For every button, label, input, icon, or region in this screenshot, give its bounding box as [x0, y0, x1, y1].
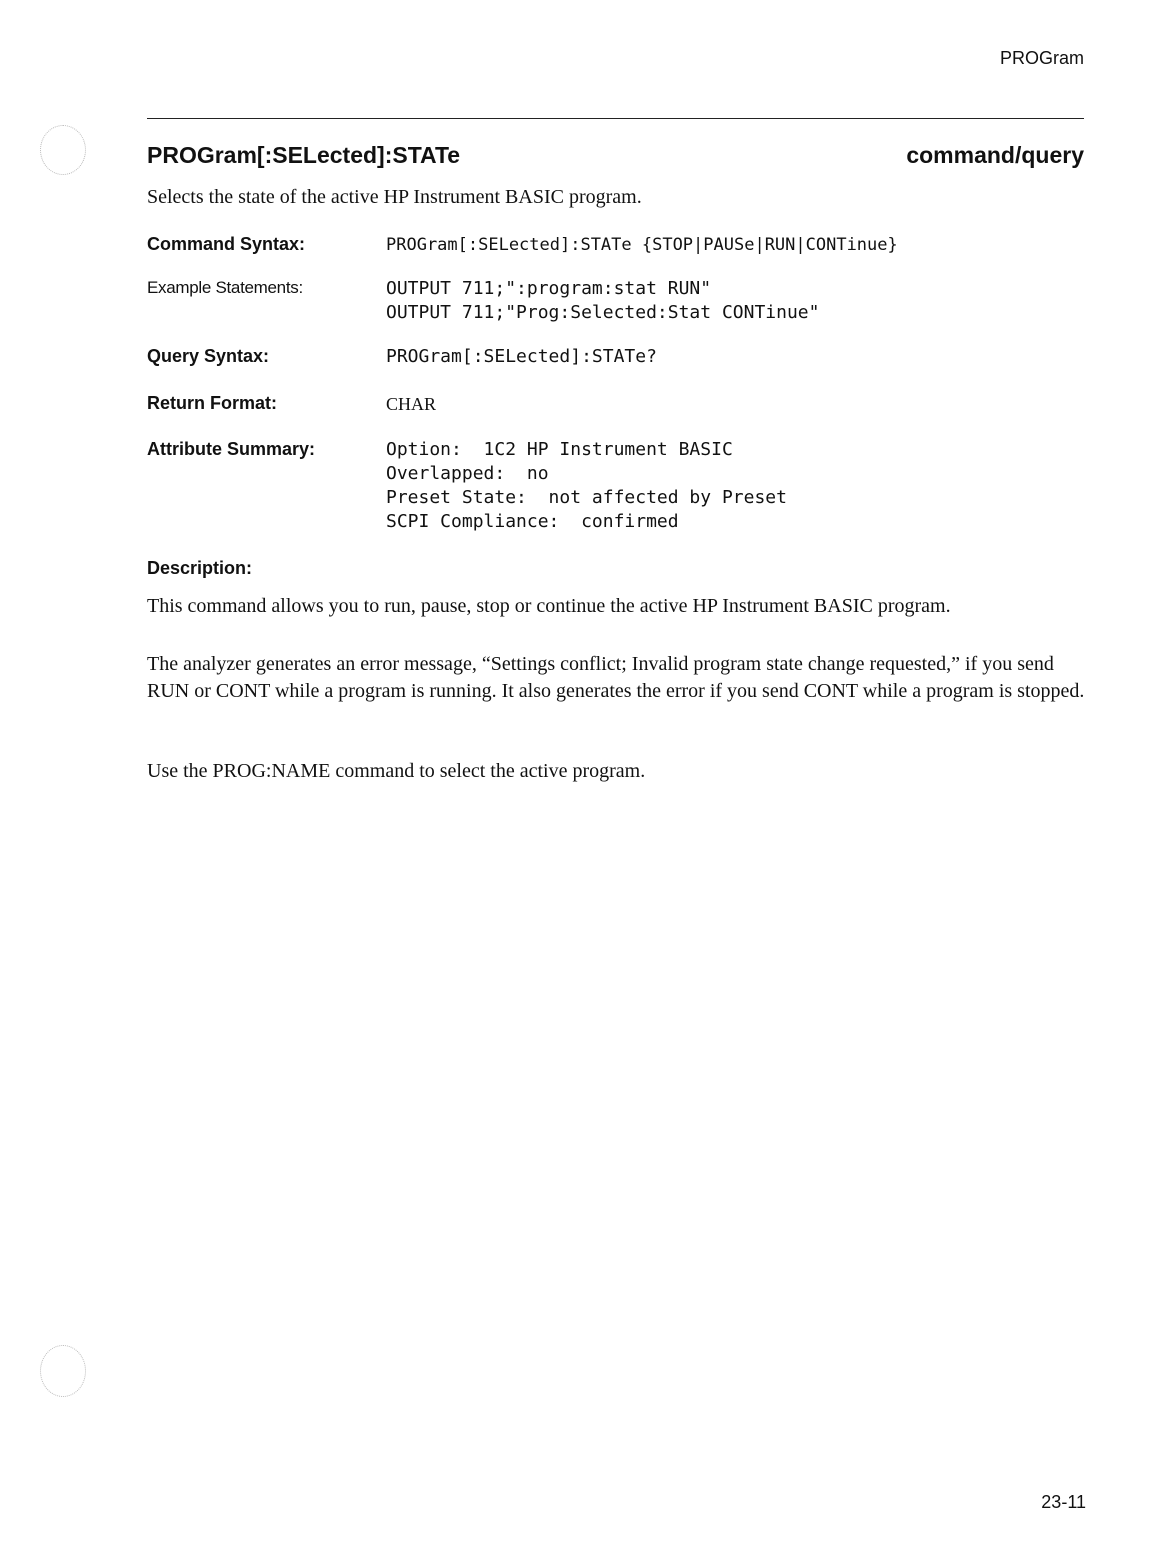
attribute-summary-label: Attribute Summary: — [147, 439, 316, 459]
header-rule — [147, 118, 1084, 119]
binder-hole-mark — [40, 125, 86, 175]
command-title: PROGram[:SELected]:STATe — [147, 142, 461, 168]
binder-hole-mark — [40, 1345, 86, 1397]
page-number: 23-11 — [1041, 1492, 1086, 1512]
attribute-line: SCPI Compliance: confirmed — [386, 511, 679, 532]
command-summary: Selects the state of the active HP Instrument BASIC program. — [147, 186, 642, 208]
return-format-label: Return Format: — [147, 393, 277, 413]
query-syntax-value: PROGram[:SELected]:STATe? — [386, 346, 657, 367]
example-statements-label: Example Statements: — [147, 278, 303, 297]
command-syntax-label: Command Syntax: — [147, 234, 306, 254]
description-paragraph: This command allows you to run, pause, stop or continue the active HP Instrument BASIC program. — [147, 595, 951, 617]
description-paragraph: Use the PROG:NAME command to select the active program. — [147, 760, 646, 782]
example-line: OUTPUT 711;":program:stat RUN" — [386, 278, 712, 299]
attribute-line: Preset State: not affected by Preset — [386, 487, 787, 508]
command-syntax-value: PROGram[:SELected]:STATe {STOP|PAUSe|RUN|CONTinue} — [386, 235, 898, 255]
running-header: PROGram — [999, 48, 1084, 68]
description-paragraph: The analyzer generates an error message, “Settings conflict; Invalid program state change requested,” if you send RUN or CONT while a program is running. It also generates the error if you send CONT while a program is stopped. — [147, 653, 1085, 702]
return-format-value: CHAR — [386, 394, 437, 414]
description-label: Description: — [147, 558, 253, 578]
query-syntax-label: Query Syntax: — [147, 346, 270, 366]
attribute-line: Option: 1C2 HP Instrument BASIC — [386, 439, 733, 460]
command-type: command/query — [906, 142, 1084, 168]
attribute-line: Overlapped: no — [386, 463, 549, 484]
example-line: OUTPUT 711;"Prog:Selected:Stat CONTinue" — [386, 302, 820, 323]
